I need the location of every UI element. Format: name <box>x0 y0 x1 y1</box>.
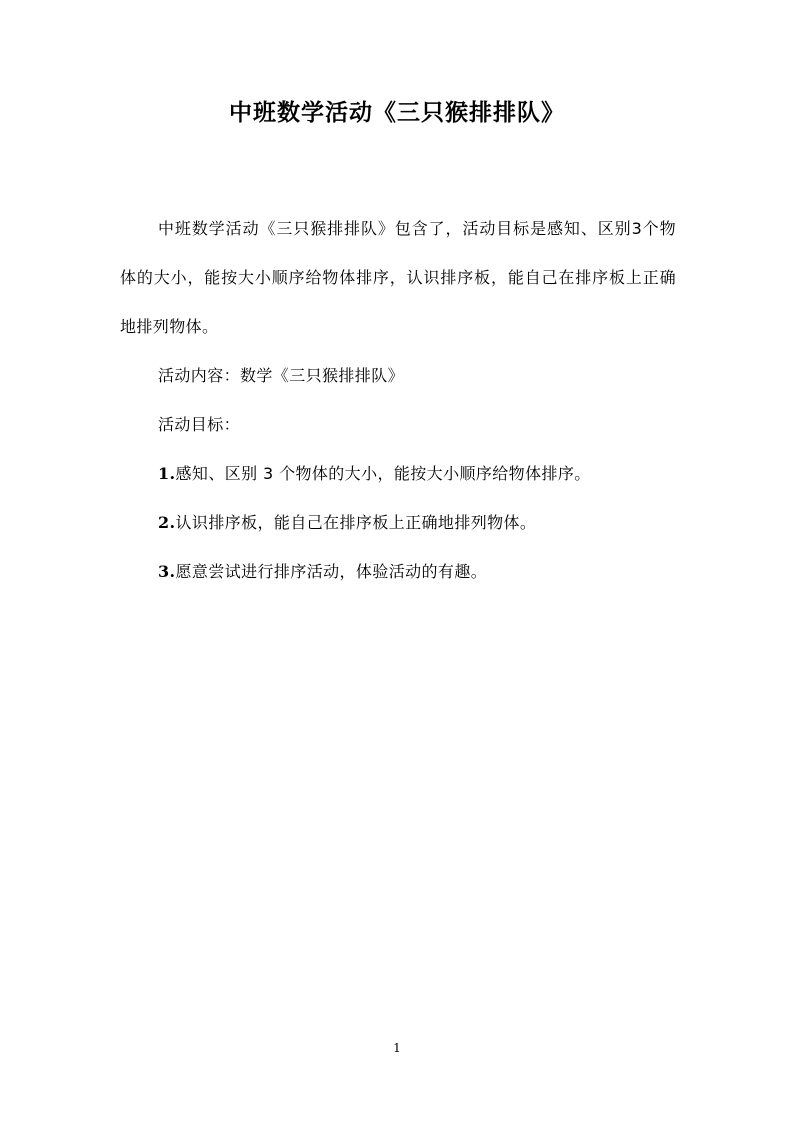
goal-item <box>120 547 676 596</box>
intro-paragraph: 中班数学活动《三只猴排排队》包含了，活动目标是感知、区别3个物体的大小，能按大小顺序给物体排序，认识排序板，能自己在排序板上正确地排列物体。 <box>120 219 676 336</box>
goal-text: 认识排序板，能自己在排序板上正确地排列物体。 <box>175 513 537 532</box>
goal-number: 2. <box>158 513 176 532</box>
document-body <box>120 204 676 596</box>
page-number: 1 <box>393 1041 401 1055</box>
goal-item <box>120 449 676 498</box>
activity-content-line: 活动内容：数学《三只猴排排队》 <box>158 366 405 385</box>
goals-heading: 活动目标： <box>158 415 241 434</box>
goal-text: 感知、区别 3 个物体的大小，能按大小顺序给物体排序。 <box>175 464 591 483</box>
goal-number: 1. <box>158 464 176 483</box>
document-title: 中班数学活动《三只猴排排队》 <box>229 100 565 126</box>
goal-text: 愿意尝试进行排序活动，体验活动的有趣。 <box>175 562 488 581</box>
goal-item <box>120 498 676 547</box>
goal-number: 3. <box>158 562 176 581</box>
